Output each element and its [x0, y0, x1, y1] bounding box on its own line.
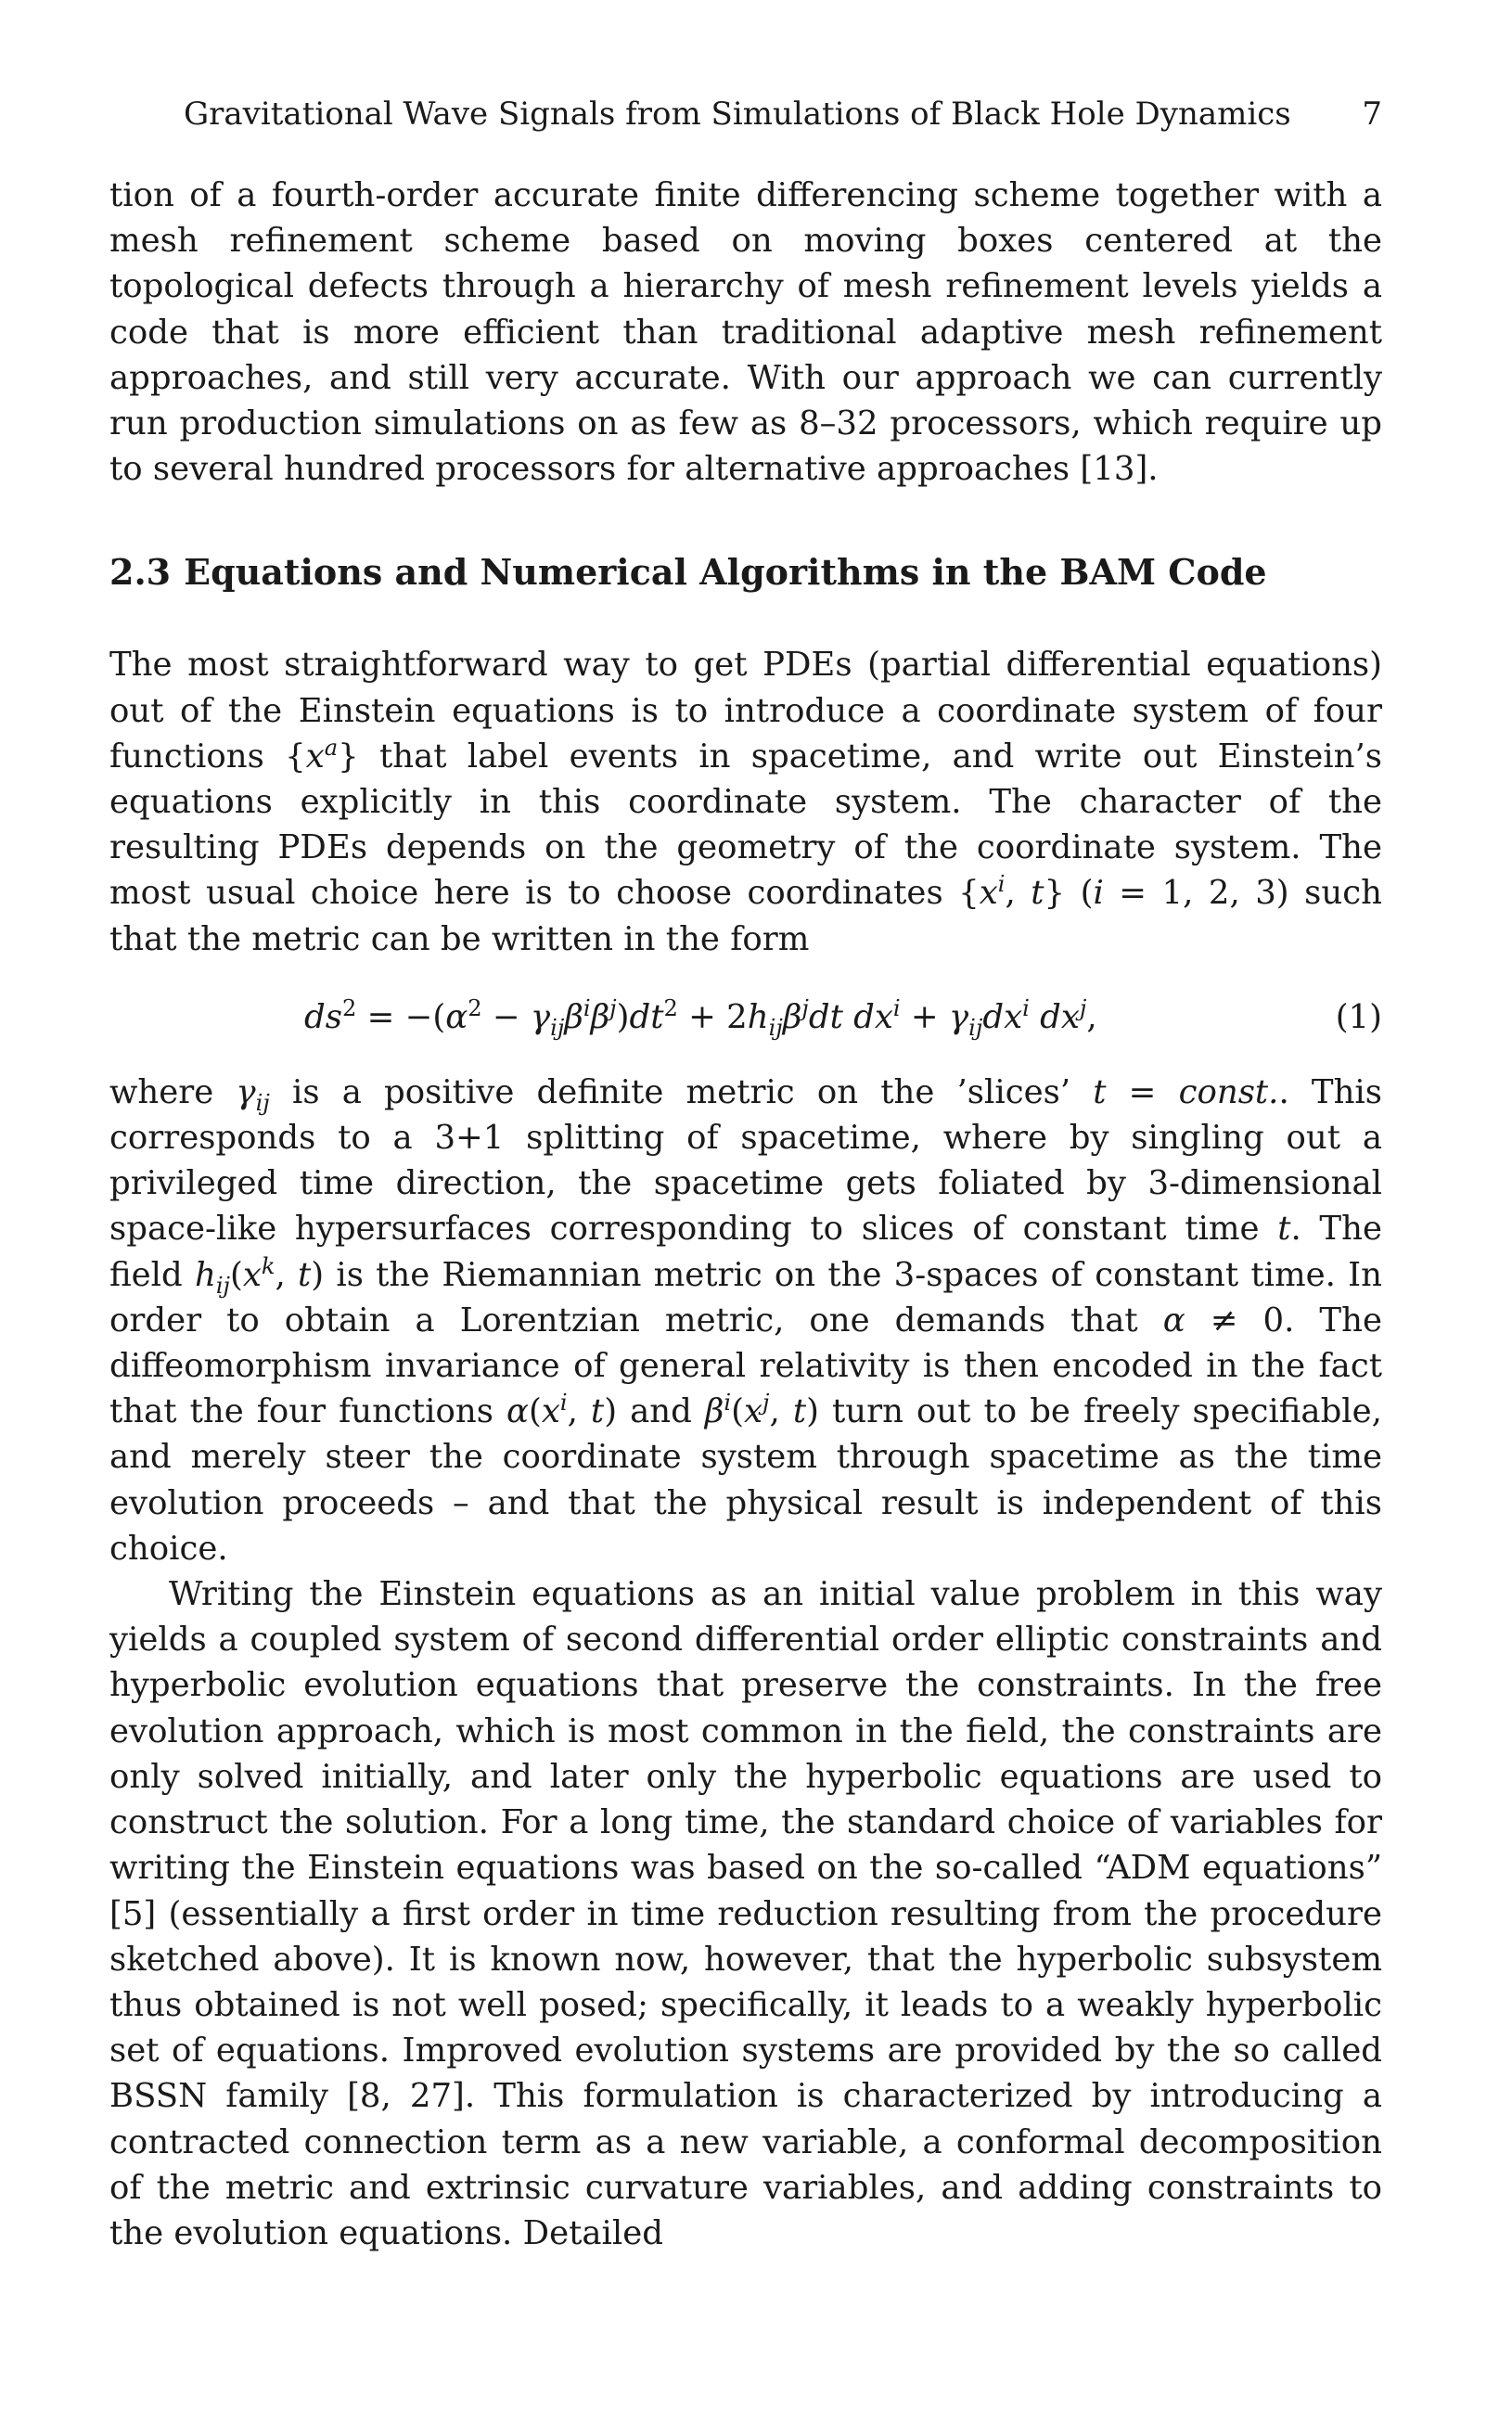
- math-gamma: $\gamma_{ij}$: [236, 1072, 270, 1116]
- para2-text-5: is the Riemannian metric on the 3-spaces of constant time. In order to obtain a Lorentzian metric, one demands that: [109, 1255, 1382, 1340]
- math-hij: $h_{ij}(x^k$, t): [194, 1252, 325, 1299]
- para1-text-2: that label events in spacetime, and write out Einstein’s equations explicitly in this coordinate system. The character of the resulting PDEs depends on the geometry of the coordinate system. The most usual choice here is to choose coordinates: [109, 737, 1382, 913]
- const-word: const.: [1178, 1072, 1279, 1111]
- math-alpha-fn: $\alpha(x^i$, t): [506, 1390, 618, 1431]
- paragraph-metric: [109, 1070, 1382, 1571]
- equation-number: (1): [1335, 997, 1382, 1036]
- para1-text-1: The most straightforward way to get PDEs (partial differential equations) out of the Einstein equations is to introduce a coordinate system of four functions: [109, 646, 1382, 776]
- section-heading: [109, 549, 1382, 596]
- math-coords: {$x^i$, t} (i = 1, 2, 3): [958, 871, 1289, 913]
- para2-text-7: turn out to be freely specifiable, and merely steer the coordinate system through spacetime as the time evolution proceeds – and that the physical result is independent of this choice.: [109, 1392, 1382, 1568]
- math-xa: $\{x^a\}$: [285, 735, 359, 776]
- paragraph-coordinates: [109, 642, 1382, 961]
- intro-paragraph: tion of a fourth-order accurate finite differencing scheme together with a mesh refinement scheme based on moving boxes centered at the topological defects through a hierarchy of mesh refinement levels yields a code that is more efficient than traditional adaptive mesh refinement approaches, and still very accurate. With our approach we can currently run production simulations on as few as 8–32 processors, which require up to several hundred processors for alternative approaches [13].: [109, 176, 1382, 489]
- para2-text-1: where: [109, 1072, 214, 1111]
- page-number: 7: [1362, 96, 1382, 133]
- para2-text-4: . The field: [109, 1210, 1382, 1294]
- section-number: 2.3: [109, 551, 172, 594]
- para2-text-6: . The diffeomorphism invariance of general relativity is then encoded in the fact that the four functions: [109, 1301, 1382, 1431]
- section-title: Equations and Numerical Algorithms in the BAM Code: [184, 551, 1267, 594]
- equation-body: $ds^2 = -(\alpha^2 - \gamma_{ij}\beta^i\beta^j)dt^2 + 2h_{ij}\beta^jdt$ $dx^i + \gamma_{ij}dx^i$ $dx^j$,: [304, 995, 1097, 1041]
- math-beta-fn: $\beta^i(x^j$, t): [704, 1390, 819, 1431]
- para2-and: and: [630, 1392, 692, 1431]
- page: [109, 93, 1382, 2256]
- running-header: [184, 93, 1382, 135]
- equation-1: [109, 990, 1382, 1045]
- math-t-const: t =: [1093, 1072, 1157, 1111]
- para2-text-3: . This corresponds to a 3+1 splitting of spacetime, where by singling out a privileged time direction, the spacetime gets foliated by 3-dimensional space-like hypersurfaces corresponding to slices of constant time: [109, 1072, 1383, 1249]
- para1-text-3: such that the metric can be written in the form: [109, 874, 1382, 958]
- math-alpha-neq: α ≠ 0: [1162, 1301, 1285, 1340]
- para2-text-2: is a positive definite metric on the ’slices’: [291, 1072, 1071, 1111]
- running-title: Gravitational Wave Signals from Simulations of Black Hole Dynamics: [184, 96, 1291, 133]
- math-t: t: [1277, 1210, 1291, 1249]
- paragraph-evolution: Writing the Einstein equations as an initial value problem in this way yields a coupled system of second differential order elliptic constraints and hyperbolic evolution equations that preserve the constraints. In the free evolution approach, which is most common in the field, the constraints are only solved initially, and later only the hyperbolic equations are used to construct the solution. For a long time, the standard choice of variables for writing the Einstein equations was based on the so-called “ADM equations” [5] (essentially a first order in time reduction resulting from the procedure sketched above). It is known now, however, that the hyperbolic subsystem thus obtained is not well posed; specifically, it leads to a weakly hyperbolic set of equations. Improved evolution systems are provided by the so called BSSN family [8, 27]. This formulation is characterized by introducing a contracted connection term as a new variable, a conformal decomposition of the metric and extrinsic curvature variables, and adding constraints to the evolution equations. Detailed: [109, 1575, 1382, 2252]
